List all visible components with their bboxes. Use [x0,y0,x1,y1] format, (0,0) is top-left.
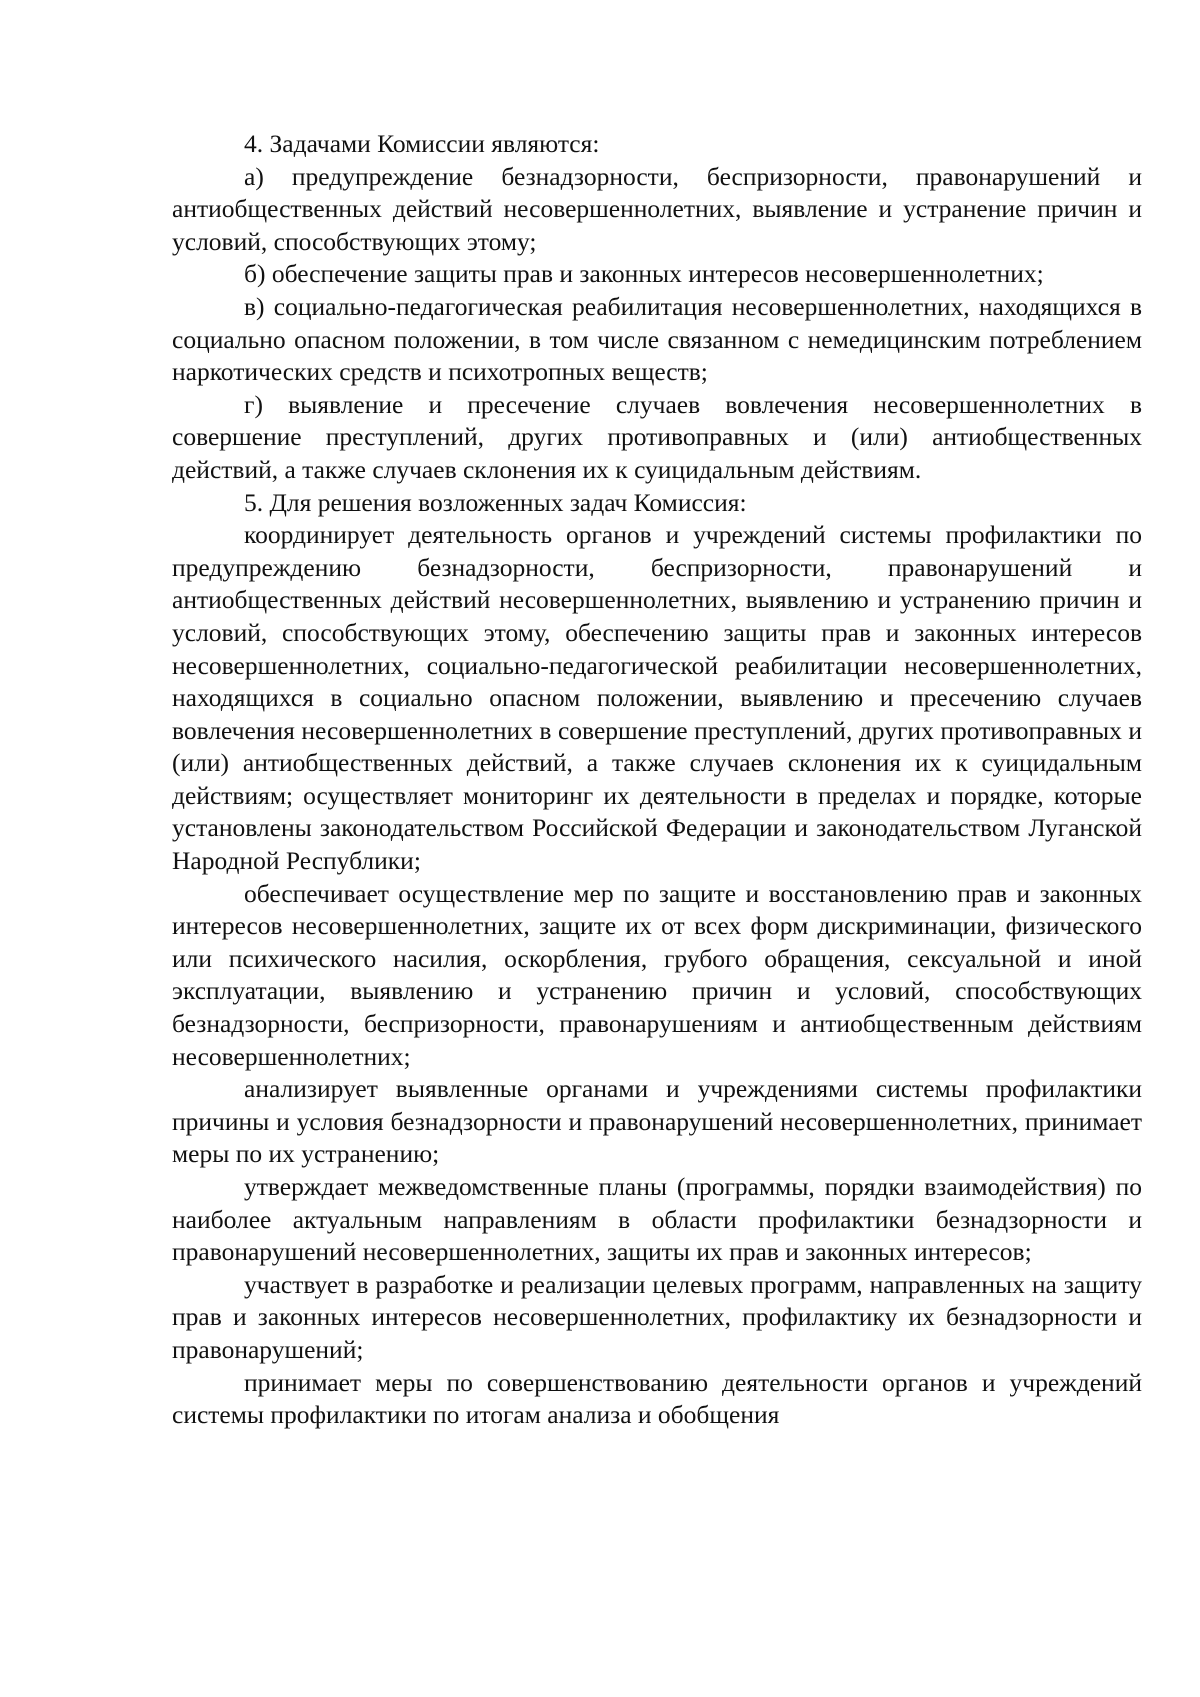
paragraph-approves: утверждает межведомственные планы (программы, порядки взаимодействия) по наиболее актуальным направлениям в области профилактики безнадзорности и правонарушений несовершеннолетних, защиты их прав и законных интересов; [172,1172,1142,1267]
paragraph-coordinates: координирует деятельность органов и учреждений системы профилактики по предупреждению безнадзорности, беспризорности, правонарушений и антиобщественных действий несовершеннолетних, выявлению и устранению причин и условий, способствующих этому, обеспечению защиты прав и законных интересов несовершеннолетних, социально-педагогической реабилитации несовершеннолетних, находящихся в социально опасном положении, выявлению и пресечению случаев вовлечения несовершеннолетних в совершение преступлений, других противоправных и (или) антиобщественных действий, а также случаев склонения их к суицидальным действиям; осуществляет мониторинг их деятельности в пределах и порядке, которые установлены законодательством Российской Федерации и законодательством Луганской Народной Республики; [172,520,1142,876]
paragraph-item-5-heading: 5. Для решения возложенных задач Комиссия: [244,487,747,517]
paragraph-item-4a: а) предупреждение безнадзорности, беспризорности, правонарушений и антиобщественных действий несовершеннолетних, выявление и устранение причин и условий, способствующих этому; [172,161,1142,256]
document-body [172,128,1142,1432]
paragraph-participates: участвует в разработке и реализации целевых программ, направленных на защиту прав и законных интересов несовершеннолетних, профилактику их безнадзорности и правонарушений; [172,1269,1142,1364]
paragraph-takes-measures: принимает меры по совершенствованию деятельности органов и учреждений системы профилактики по итогам анализа и обобщения [172,1367,1142,1430]
paragraph-item-4g: г) выявление и пресечение случаев вовлечения несовершеннолетних в совершение преступлений, других противоправных и (или) антиобщественных действий, а также случаев склонения их к суицидальным действиям. [172,389,1142,484]
paragraph-ensures: обеспечивает осуществление мер по защите и восстановлению прав и законных интересов несовершеннолетних, защите их от всех форм дискриминации, физического или психического насилия, оскорбления, грубого обращения, сексуальной и иной эксплуатации, выявлению и устранению причин и условий, способствующих безнадзорности, беспризорности, правонарушениям и антиобщественным действиям несовершеннолетних; [172,878,1142,1071]
paragraph-item-4b: б) обеспечение защиты прав и законных интересов несовершеннолетних; [244,259,1044,289]
paragraph-analyzes: анализирует выявленные органами и учреждениями системы профилактики причины и условия безнадзорности и правонарушений несовершеннолетних, принимает меры по их устранению; [172,1074,1142,1169]
paragraph-item-4v: в) социально-педагогическая реабилитация несовершеннолетних, находящихся в социально опасном положении, в том числе связанном с немедицинским потреблением наркотических средств и психотропных веществ; [172,291,1142,387]
paragraph-item-4-heading: 4. Задачами Комиссии являются: [244,129,600,158]
